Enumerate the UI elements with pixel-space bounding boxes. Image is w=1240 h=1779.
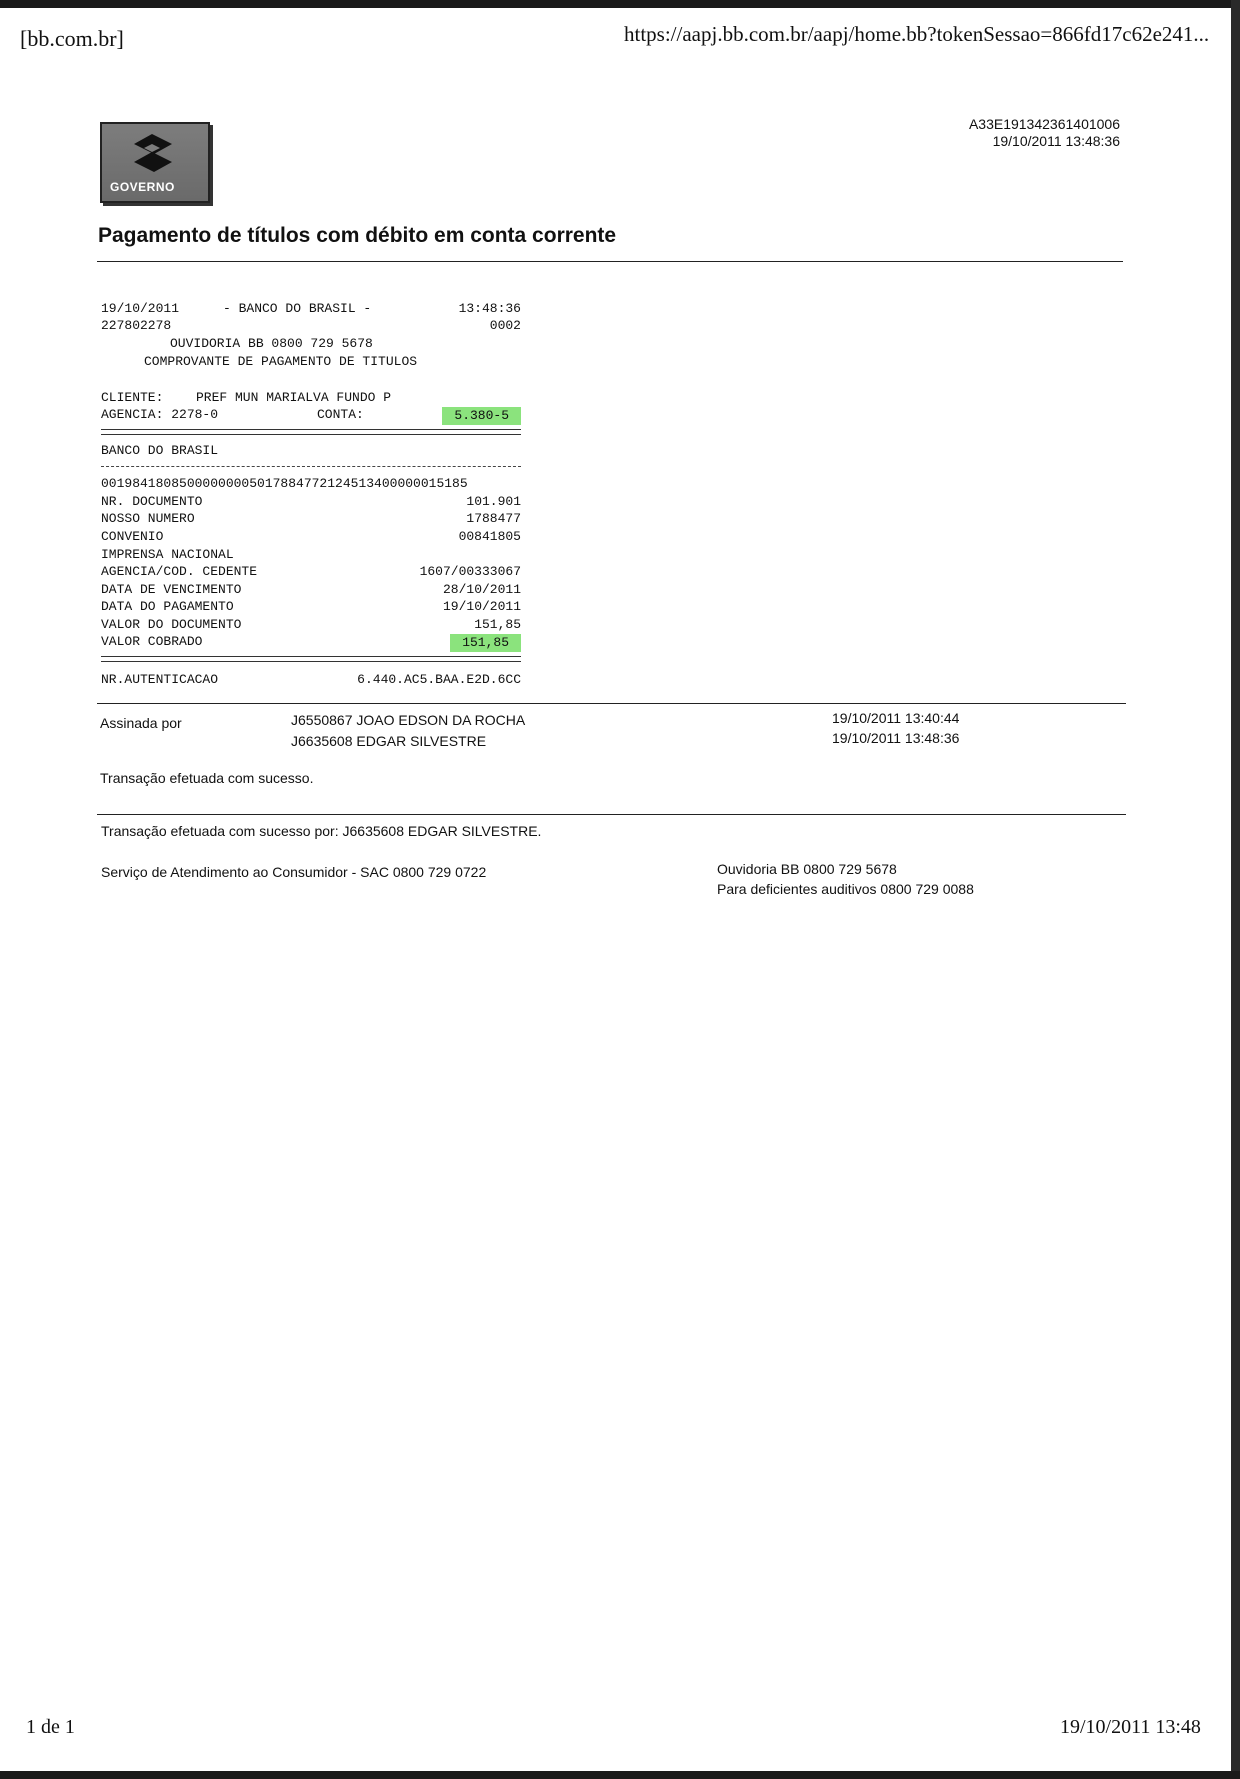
receipt-header-row — [101, 301, 521, 318]
receipt-field-row — [101, 529, 521, 546]
bank-logo — [100, 122, 210, 203]
account-value: 5.380-5 — [442, 407, 521, 425]
signer-datetime: 19/10/2011 13:40:44 — [832, 710, 960, 726]
receipt-ombudsman-row — [101, 336, 521, 353]
separator-double — [101, 656, 521, 662]
signature-divider — [97, 703, 1126, 704]
page-url[interactable]: https://aapj.bb.com.br/aapj/home.bb?tokenSessao=866fd17c62e241... — [624, 22, 1210, 46]
receipt-ombudsman: OUVIDORIA BB 0800 729 5678 — [170, 336, 373, 351]
separator-dash — [101, 466, 521, 467]
site-tag: [bb.com.br] — [20, 26, 124, 51]
receipt-account-row — [101, 407, 521, 425]
field-value: 101.901 — [466, 494, 521, 509]
separator-double — [101, 429, 521, 435]
page-title: Pagamento de títulos com débito em conta corrente — [98, 224, 617, 247]
status-message: Transação efetuada com sucesso. — [100, 770, 314, 786]
receipt-field-row — [101, 599, 521, 616]
reference-code: A33E191342361401006 — [968, 116, 1120, 132]
agency-label: AGENCIA: 2278-0 — [101, 407, 219, 422]
receipt-field-row — [101, 494, 521, 511]
receipt-auth-row — [101, 672, 521, 689]
status-divider — [97, 814, 1126, 815]
ouvidoria-contact: Ouvidoria BB 0800 729 5678 — [717, 861, 897, 877]
receipt-date: 19/10/2011 — [101, 301, 180, 316]
receipt-client-row — [101, 390, 521, 407]
scan-bottom-edge — [0, 1771, 1240, 1779]
signer-name: J6550867 JOAO EDSON DA ROCHA — [291, 712, 526, 728]
charged-value: 151,85 — [450, 634, 521, 652]
auth-value: 6.440.AC5.BAA.E2D.6CC — [357, 672, 521, 687]
receipt-terminal: 227802278 — [101, 318, 172, 333]
signer-datetime: 19/10/2011 13:48:36 — [832, 730, 960, 746]
field-label: VALOR DO DOCUMENTO — [101, 617, 242, 632]
field-value: 28/10/2011 — [442, 582, 521, 597]
field-value: 151,85 — [474, 617, 521, 632]
receipt-field-row — [101, 582, 521, 599]
barcode-number: 00198418085000000005017884772124513400000015185 — [101, 476, 468, 491]
scan-right-edge — [1231, 0, 1240, 1779]
field-value: 19/10/2011 — [442, 599, 521, 614]
print-datetime: 19/10/2011 13:48 — [1060, 1716, 1201, 1738]
reference-datetime: 19/10/2011 13:48:36 — [992, 133, 1120, 149]
account-label: CONTA: — [317, 407, 364, 422]
field-label: CONVENIO — [101, 529, 164, 544]
receipt-bank-header: - BANCO DO BRASIL - — [223, 301, 372, 316]
field-value: 1788477 — [466, 511, 521, 526]
signer-name: J6635608 EDGAR SILVESTRE — [291, 733, 487, 749]
charged-label: VALOR COBRADO — [101, 634, 203, 649]
field-label: NOSSO NUMERO — [101, 511, 195, 526]
auth-label: NR.AUTENTICACAO — [101, 672, 219, 687]
scan-top-edge — [0, 0, 1240, 8]
field-label: NR. DOCUMENTO — [101, 494, 203, 509]
field-label: IMPRENSA NACIONAL — [101, 547, 234, 562]
status-by-message: Transação efetuada com sucesso por: J6635608 EDGAR SILVESTRE. — [101, 823, 542, 839]
receipt-field-row — [101, 617, 521, 634]
bank-name: BANCO DO BRASIL — [101, 443, 219, 458]
receipt-time: 13:48:36 — [458, 301, 521, 316]
reference-block — [900, 116, 1120, 150]
page-indicator: 1 de 1 — [26, 1716, 75, 1738]
field-label: DATA DO PAGAMENTO — [101, 599, 234, 614]
signed-by-label: Assinada por — [100, 715, 182, 731]
receipt-title: COMPROVANTE DE PAGAMENTO DE TITULOS — [144, 354, 418, 369]
logo-label: GOVERNO — [110, 180, 175, 194]
receipt-terminal-row — [101, 318, 521, 335]
receipt-bank-row — [101, 443, 521, 460]
field-value: 00841805 — [458, 529, 521, 544]
client-label: CLIENTE: — [101, 390, 164, 405]
receipt-title-row — [101, 354, 521, 371]
receipt-field-row — [101, 564, 521, 581]
sac-contact: Serviço de Atendimento ao Consumidor - SAC 0800 729 0722 — [101, 864, 487, 880]
receipt-sequence: 0002 — [489, 318, 521, 333]
field-label: AGENCIA/COD. CEDENTE — [101, 564, 258, 579]
receipt-barcode-row — [101, 476, 521, 493]
title-divider — [97, 261, 1123, 262]
client-name: PREF MUN MARIALVA FUNDO P — [196, 390, 392, 405]
receipt-charged-row — [101, 634, 521, 652]
hearing-impaired-contact: Para deficientes auditivos 0800 729 0088 — [717, 881, 974, 897]
field-value: 1607/00333067 — [419, 564, 521, 579]
receipt-field-row — [101, 547, 521, 564]
receipt-field-row — [101, 511, 521, 528]
banco-do-brasil-logo-icon — [130, 130, 176, 176]
field-label: DATA DE VENCIMENTO — [101, 582, 242, 597]
